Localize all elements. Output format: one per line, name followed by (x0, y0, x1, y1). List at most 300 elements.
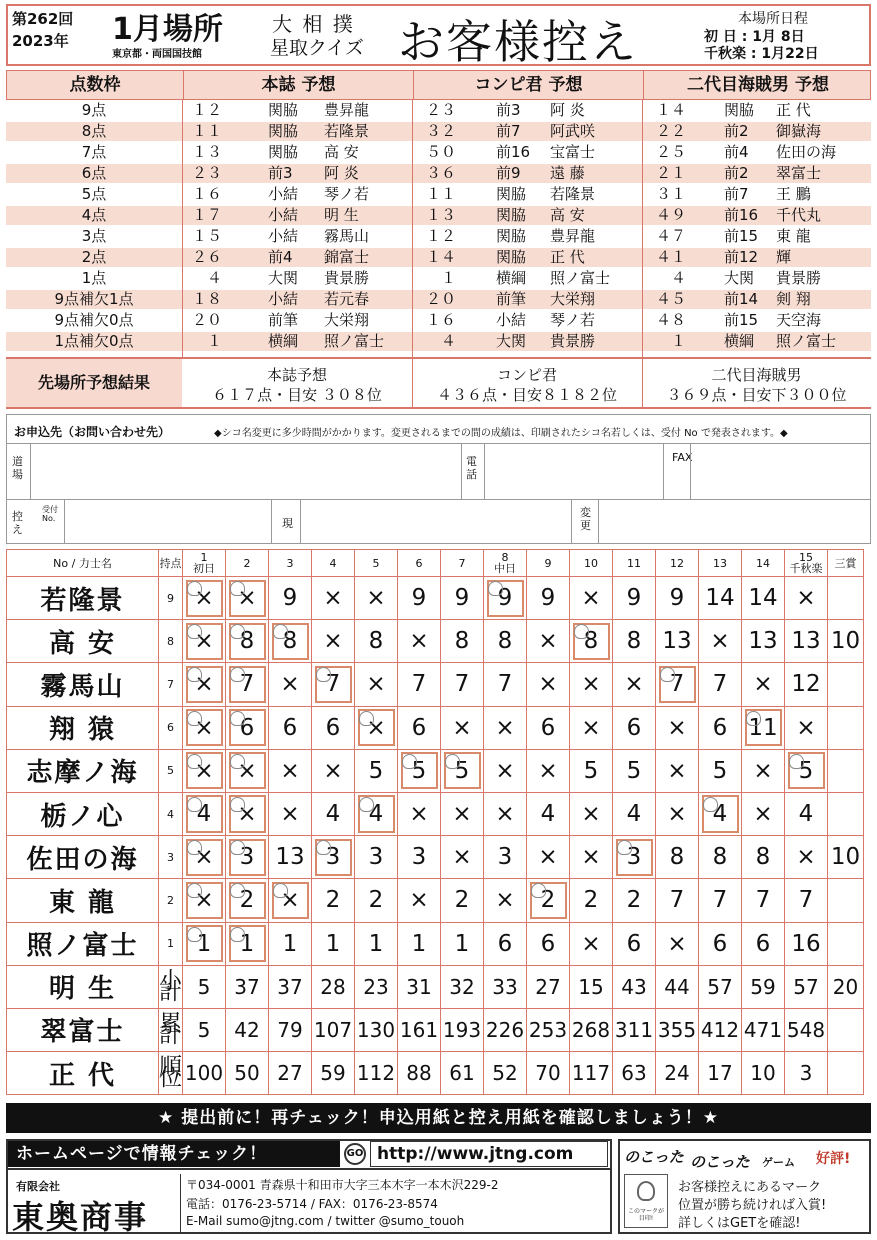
score-cell: 9 (269, 577, 312, 620)
mochiten: 2 (159, 879, 183, 922)
mochiten: 4 (159, 792, 183, 835)
score-cell: 1 (441, 922, 484, 965)
rikishi-name: 東 龍 (7, 879, 159, 922)
prediction-row (6, 185, 871, 204)
cumulative-cell: 5 (183, 1008, 226, 1051)
prediction-cell: 貴景勝 (324, 269, 370, 287)
bonus-row (7, 1052, 864, 1095)
score-cell: × (484, 792, 527, 835)
prediction-cell: ２０ (426, 290, 457, 308)
game-badge: 好評! (816, 1151, 851, 1167)
score-cell: 2 (613, 879, 656, 922)
score-cell: 14 (699, 577, 742, 620)
score-cell: 8 (226, 620, 269, 663)
prediction-cell: １３ (192, 143, 223, 161)
prediction-cell: １２ (192, 101, 223, 119)
prediction-cell: 大栄翔 (550, 290, 596, 308)
result1-title: 本誌予想 (266, 366, 327, 384)
mochiten: 5 (159, 749, 183, 792)
score-cell: 7 (699, 663, 742, 706)
prediction-cell: 貴景勝 (776, 269, 822, 287)
score-cell: 6 (226, 706, 269, 749)
score-cell: 9 (484, 577, 527, 620)
prediction-cell: 正 代 (776, 101, 811, 119)
prediction-cell: 前4 (724, 143, 749, 161)
rikishi-row (7, 922, 864, 965)
score-cell: 3 (355, 836, 398, 879)
score-cell: 2 (226, 879, 269, 922)
cumulative-cell: 130 (355, 1008, 398, 1051)
score-cell: × (570, 577, 613, 620)
prediction-cell: 小結 (268, 227, 299, 245)
score-cell: 6 (527, 706, 570, 749)
fax-label: FAX (672, 451, 693, 464)
prediction-cell: 前4 (268, 248, 293, 266)
header-sansho: 三賞 (828, 550, 864, 577)
score-cell: × (527, 620, 570, 663)
phone-label: 電話 (466, 455, 477, 481)
rikishi-row (7, 792, 864, 835)
score-cell: 7 (226, 663, 269, 706)
prediction-cell: １ (206, 332, 222, 350)
score-cell: × (312, 620, 355, 663)
score-cell: 1 (398, 922, 441, 965)
header-day: 11 (613, 550, 656, 577)
prediction-cell: １３ (426, 206, 457, 224)
prediction-cell: 前15 (724, 227, 759, 245)
prediction-cell: 照ノ富士 (324, 332, 385, 350)
prediction-cell: 宝富士 (550, 143, 596, 161)
score-cell (828, 879, 864, 922)
score-cell: 11 (742, 706, 785, 749)
prediction-cell: 照ノ富士 (776, 332, 837, 350)
game-title1: のこった (624, 1148, 684, 1166)
game-icon-label: このマークが目印! (627, 1208, 664, 1222)
subtotal-cell: 57 (699, 965, 742, 1008)
score-cell: 10 (828, 836, 864, 879)
prediction-cell: 遠 藤 (550, 164, 585, 182)
prediction-cell: 関脇 (496, 248, 527, 266)
points-label: 5点 (81, 185, 107, 203)
prediction-cell: 小結 (268, 206, 299, 224)
prediction-cell: １８ (192, 290, 223, 308)
address: 〒034-0001 青森県十和田市大字三本木字一本木沢229-2 (186, 1178, 499, 1192)
score-cell: 8 (441, 620, 484, 663)
prediction-cell: 小結 (268, 185, 299, 203)
prediction-cell: 阿武咲 (550, 122, 596, 140)
prediction-cell: ４８ (656, 311, 687, 329)
phone-field[interactable] (484, 443, 664, 499)
email: E-Mail sumo@jtng.com / twitter @sumo_touoh (186, 1214, 465, 1228)
score-cell: × (269, 749, 312, 792)
header-day: 1 初日 (183, 550, 226, 577)
score-cell: 3 (312, 836, 355, 879)
score-cell: × (742, 792, 785, 835)
score-cell: × (570, 922, 613, 965)
prediction-cell: ４ (440, 332, 456, 350)
bonus-rikishi-name: 明 生 (7, 965, 159, 1008)
henkou-field[interactable] (598, 499, 871, 544)
prediction-cell: 横綱 (496, 269, 527, 287)
col-kaizoku: 二代目海賊男 予想 (643, 71, 872, 99)
col-compi: コンピ君 予想 (413, 71, 643, 99)
score-cell (828, 922, 864, 965)
score-cell: × (269, 879, 312, 922)
prediction-cell: 王 鵬 (776, 185, 811, 203)
subtotal-cell: 59 (742, 965, 785, 1008)
prediction-cell: 錦富士 (324, 248, 370, 266)
rikishi-name: 照ノ富士 (7, 922, 159, 965)
score-cell: 1 (312, 922, 355, 965)
score-cell: 13 (742, 620, 785, 663)
score-cell: × (355, 663, 398, 706)
score-cell: 6 (613, 922, 656, 965)
prediction-cell: 高 安 (324, 143, 359, 161)
header-day: 5 (355, 550, 398, 577)
dojo-label: 道場 (12, 455, 23, 481)
prediction-cell: 剣 翔 (776, 290, 811, 308)
cumulative-cell: 79 (269, 1008, 312, 1051)
rank-cell: 27 (269, 1052, 312, 1095)
score-cell: 7 (742, 879, 785, 922)
cumulative-cell: 412 (699, 1008, 742, 1051)
prediction-cell: １ (670, 332, 686, 350)
score-cell (828, 792, 864, 835)
prediction-row (6, 101, 871, 120)
score-cell: 7 (441, 663, 484, 706)
prediction-row (6, 143, 871, 162)
subtotal-cell: 37 (269, 965, 312, 1008)
search-icon: GO (344, 1143, 366, 1165)
prediction-cell: 前9 (496, 164, 521, 182)
score-cell: 3 (484, 836, 527, 879)
points-label: 1点 (81, 269, 107, 287)
prediction-cell: １ (440, 269, 456, 287)
score-cell: 5 (699, 749, 742, 792)
game-text3: 詳しくはGETを確認! (678, 1216, 801, 1231)
mochiten: 9 (159, 577, 183, 620)
score-cell: × (570, 792, 613, 835)
score-cell: 5 (570, 749, 613, 792)
dojo-field[interactable] (30, 443, 462, 499)
prediction-cell: 豊昇龍 (550, 227, 596, 245)
rank-cell: 88 (398, 1052, 441, 1095)
fax-field[interactable] (690, 443, 871, 499)
rank-cell: 100 (183, 1052, 226, 1095)
prediction-cell: 霧馬山 (324, 227, 370, 245)
score-cell: 6 (398, 706, 441, 749)
score-cell: 8 (656, 836, 699, 879)
prediction-cell: 前筆 (496, 290, 527, 308)
prediction-cell: 前筆 (268, 311, 299, 329)
score-cell: 6 (269, 706, 312, 749)
score-cell: × (570, 836, 613, 879)
schedule-first: 初 日 : 1月 8日 (704, 29, 805, 45)
score-cell: × (398, 879, 441, 922)
score-cell: × (656, 706, 699, 749)
score-cell: × (742, 663, 785, 706)
prediction-cell: 関脇 (496, 227, 527, 245)
score-cell: 7 (656, 663, 699, 706)
score-cell: 13 (269, 836, 312, 879)
prediction-row (6, 269, 871, 288)
prediction-cell: ２３ (426, 101, 457, 119)
gen-field[interactable] (300, 499, 572, 544)
rank-cell: 24 (656, 1052, 699, 1095)
score-cell: 7 (312, 663, 355, 706)
score-cell: 4 (355, 792, 398, 835)
prediction-cell: 阿 炎 (550, 101, 585, 119)
prediction-cell: 前2 (724, 122, 749, 140)
score-cell: × (226, 749, 269, 792)
score-cell: 5 (441, 749, 484, 792)
score-cell: 2 (312, 879, 355, 922)
score-cell: 12 (785, 663, 828, 706)
score-cell: 2 (527, 879, 570, 922)
score-cell: 6 (484, 922, 527, 965)
score-cell: × (484, 706, 527, 749)
prediction-cell: 関脇 (268, 101, 299, 119)
prediction-cell: 御嶽海 (776, 122, 822, 140)
prediction-cell: １４ (426, 248, 457, 266)
header-day: 6 (398, 550, 441, 577)
score-cell: × (570, 663, 613, 706)
header-day: 13 (699, 550, 742, 577)
rank-cell: 10 (742, 1052, 785, 1095)
score-cell: 6 (613, 706, 656, 749)
prediction-row (6, 206, 871, 225)
rikishi-row (7, 577, 864, 620)
score-cell: × (355, 706, 398, 749)
tel-fax: 電話：0176-23-5714 / FAX：0176-23-8574 (186, 1197, 438, 1211)
score-cell: 6 (527, 922, 570, 965)
game-text1: お客様控えにあるマーク (678, 1180, 822, 1195)
rikishi-name: 霧馬山 (7, 663, 159, 706)
score-cell: 5 (785, 749, 828, 792)
score-cell (828, 706, 864, 749)
score-cell: × (226, 792, 269, 835)
header-day: 3 (269, 550, 312, 577)
prediction-cell: 若隆景 (550, 185, 596, 203)
score-cell: × (183, 836, 226, 879)
rikishi-name: 翔 猿 (7, 706, 159, 749)
score-cell: × (484, 749, 527, 792)
score-cell: 7 (398, 663, 441, 706)
score-cell: 6 (699, 922, 742, 965)
subtotal-cell: 15 (570, 965, 613, 1008)
score-cell: 6 (742, 922, 785, 965)
prediction-cell: ３６ (426, 164, 457, 182)
prediction-cell: ４５ (656, 290, 687, 308)
prediction-cell: 正 代 (550, 248, 585, 266)
results-label: 先場所予想結果 (6, 359, 182, 407)
cumulative-cell: 355 (656, 1008, 699, 1051)
prediction-cell: 大関 (496, 332, 527, 350)
cumulative-cell: 471 (742, 1008, 785, 1051)
prediction-cell: ４９ (656, 206, 687, 224)
recheck-banner: ★ 提出前に！再チェック！申込用紙と控え用紙を確認しましょう！★ (6, 1103, 871, 1133)
score-cell: 4 (527, 792, 570, 835)
prediction-row (6, 164, 871, 183)
score-cell: × (785, 577, 828, 620)
mochiten: 3 (159, 836, 183, 879)
score-cell: × (269, 792, 312, 835)
prediction-cell: １２ (426, 227, 457, 245)
rikishi-row (7, 879, 864, 922)
cumulative-cell: 107 (312, 1008, 355, 1051)
bonus-rikishi-name: 正 代 (7, 1052, 159, 1095)
col-honshi: 本誌 予想 (183, 71, 413, 99)
header-day: 14 (742, 550, 785, 577)
header-day: 8 中日 (484, 550, 527, 577)
points-label: 6点 (81, 164, 107, 182)
score-cell: × (699, 620, 742, 663)
score-cell: 9 (527, 577, 570, 620)
subtotal-cell: 5 (183, 965, 226, 1008)
prediction-cell: 明 生 (324, 206, 359, 224)
header-day: 7 (441, 550, 484, 577)
quiz-line1: 大 相 撲 (272, 12, 355, 36)
score-cell: 7 (699, 879, 742, 922)
basho-title: 1月場所 (112, 12, 223, 47)
rank-cell: 112 (355, 1052, 398, 1095)
score-cell: × (484, 879, 527, 922)
score-cell: 13 (785, 620, 828, 663)
subtotal-cell: 37 (226, 965, 269, 1008)
prediction-cell: ３２ (426, 122, 457, 140)
homepage-label: ホームページで情報チェック！ (8, 1141, 340, 1167)
prediction-cell: 東 龍 (776, 227, 811, 245)
prediction-cell: ２１ (656, 164, 687, 182)
prediction-cell: 関脇 (496, 185, 527, 203)
result3-value: ３６９点・目安下３００位 (666, 386, 847, 404)
website-url[interactable]: http://www.jtng.com (370, 1141, 608, 1167)
rikishi-name: 若隆景 (7, 577, 159, 620)
cumulative-cell: 161 (398, 1008, 441, 1051)
points-label: 9点補欠1点 (54, 290, 134, 308)
prediction-row (6, 290, 871, 309)
prediction-cell: ２６ (192, 248, 223, 266)
rikishi-row (7, 836, 864, 879)
prediction-row (6, 332, 871, 351)
schedule-last: 千秋楽 : 1月22日 (704, 46, 819, 62)
cumulative-cell: 311 (613, 1008, 656, 1051)
prediction-cell: 輝 (776, 248, 792, 266)
game-text2: 位置が勝ち続ければ入賞! (678, 1198, 827, 1213)
gen-label: 現 (282, 517, 293, 530)
subtotal-cell: 32 (441, 965, 484, 1008)
prediction-cell: １４ (656, 101, 687, 119)
score-cell: × (656, 792, 699, 835)
prediction-cell: ４ (670, 269, 686, 287)
prediction-cell: 関脇 (496, 206, 527, 224)
score-cell: × (656, 749, 699, 792)
score-cell: 7 (656, 879, 699, 922)
prediction-cell: ２０ (192, 311, 223, 329)
score-cell: × (656, 922, 699, 965)
prediction-cell: １７ (192, 206, 223, 224)
prediction-row (6, 227, 871, 246)
uketsuke-field[interactable] (64, 499, 272, 544)
bonus-label: 順位 (159, 1052, 183, 1095)
score-cell: × (183, 577, 226, 620)
prediction-cell: 大関 (268, 269, 299, 287)
score-cell: × (441, 836, 484, 879)
prediction-cell: 前15 (724, 311, 759, 329)
game-title2: のこった (690, 1153, 750, 1171)
score-cell: 6 (312, 706, 355, 749)
prediction-cell: 琴ノ若 (550, 311, 596, 329)
year: 2023年 (12, 32, 69, 50)
points-label: 1点補欠0点 (54, 332, 134, 350)
score-cell: 4 (312, 792, 355, 835)
prediction-row (6, 248, 871, 267)
score-cell: 2 (570, 879, 613, 922)
prediction-cell: 前3 (496, 101, 521, 119)
score-cell: × (269, 663, 312, 706)
points-label: 8点 (81, 122, 107, 140)
score-cell: 1 (226, 922, 269, 965)
subtotal-cell: 43 (613, 965, 656, 1008)
uketsuke-label: 受付No. (42, 505, 58, 523)
header-day: 12 (656, 550, 699, 577)
rikishi-row (7, 706, 864, 749)
prediction-cell: 阿 炎 (324, 164, 359, 182)
prediction-cell: 前7 (724, 185, 749, 203)
rank-cell: 17 (699, 1052, 742, 1095)
rikishi-name: 高 安 (7, 620, 159, 663)
cumulative-cell: 42 (226, 1008, 269, 1051)
quiz-line2: 星取クイズ (270, 37, 364, 59)
subtotal-cell: 44 (656, 965, 699, 1008)
subtotal-cell: 57 (785, 965, 828, 1008)
prediction-cell: 千代丸 (776, 206, 822, 224)
score-cell: 8 (269, 620, 312, 663)
rank-cell: 70 (527, 1052, 570, 1095)
rank-cell: 50 (226, 1052, 269, 1095)
mochiten: 7 (159, 663, 183, 706)
header-day: 10 (570, 550, 613, 577)
score-cell: 9 (398, 577, 441, 620)
company-name: 東奥商事 (12, 1198, 149, 1236)
score-cell: 5 (355, 749, 398, 792)
score-cell: 16 (785, 922, 828, 965)
score-cell: × (183, 706, 226, 749)
score-cell: × (355, 577, 398, 620)
mochiten: 8 (159, 620, 183, 663)
prediction-cell: 天空海 (776, 311, 822, 329)
score-cell: × (183, 879, 226, 922)
edition: 第262回 (12, 10, 74, 28)
score-cell: 13 (656, 620, 699, 663)
rank-cell: 59 (312, 1052, 355, 1095)
subtotal-cell: 23 (355, 965, 398, 1008)
prediction-cell: １５ (192, 227, 223, 245)
rikishi-row (7, 663, 864, 706)
score-cell: × (441, 706, 484, 749)
prediction-header (6, 70, 871, 100)
points-label: 4点 (81, 206, 107, 224)
col-points: 点数枠 (69, 75, 121, 95)
rank-cell: 63 (613, 1052, 656, 1095)
company-type: 有限会社 (16, 1180, 60, 1193)
rikishi-name: 佐田の海 (7, 836, 159, 879)
prediction-cell: １６ (192, 185, 223, 203)
prediction-cell: ４ (206, 269, 222, 287)
prediction-cell: 関脇 (268, 143, 299, 161)
mochiten: 6 (159, 706, 183, 749)
score-cell: 8 (613, 620, 656, 663)
